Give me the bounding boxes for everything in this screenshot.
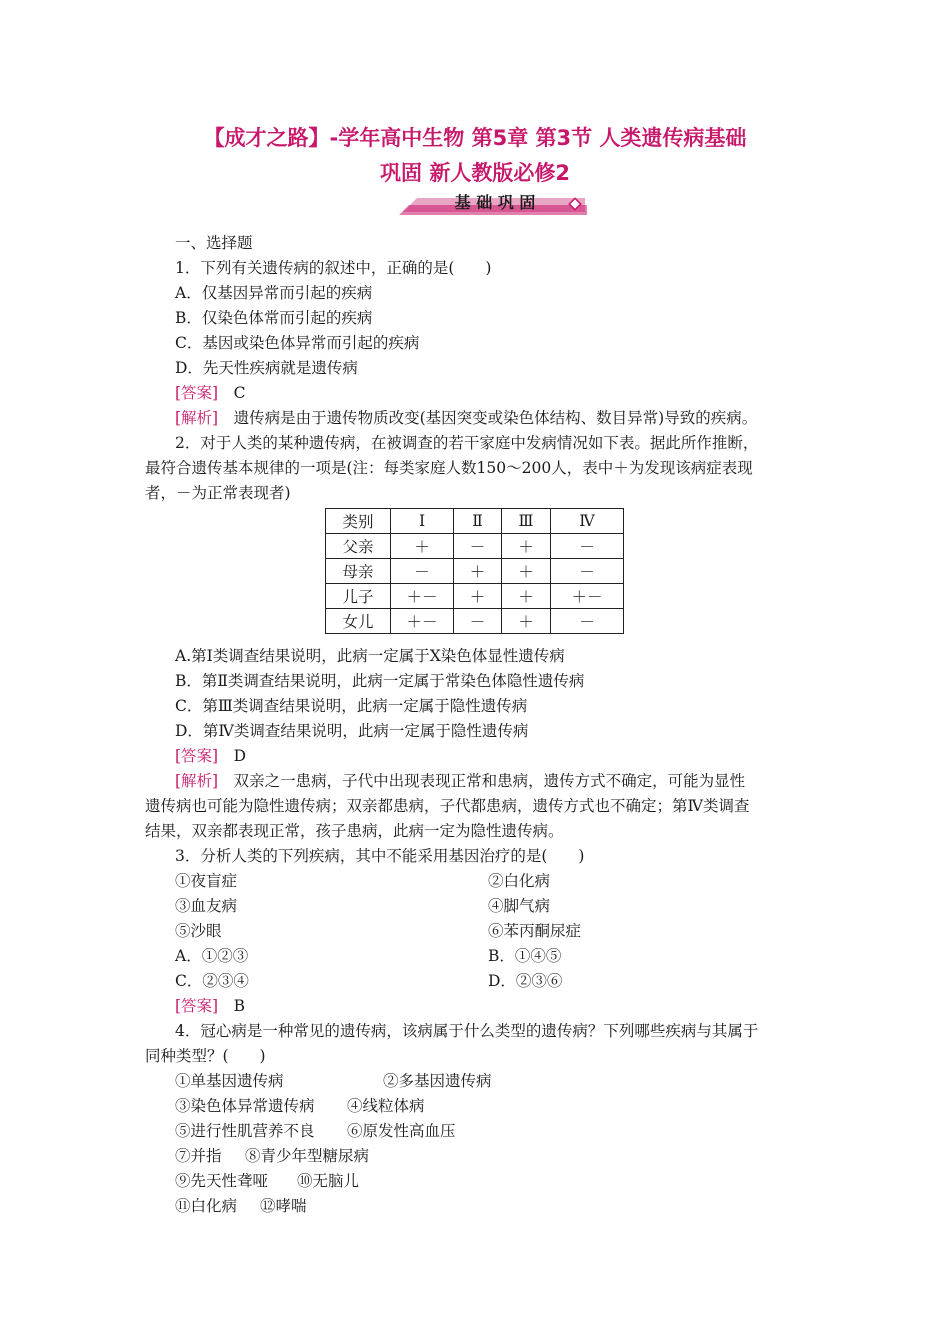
table-cell: 父亲 [326, 534, 391, 559]
q1-option-a: A．仅基因异常而引起的疾病 [175, 284, 373, 302]
doc-title-line1: 【成才之路】-学年高中生物 第5章 第3节 人类遗传病基础 [203, 126, 747, 150]
table-cell: ＋ [391, 534, 454, 559]
answer-value: B [233, 997, 246, 1015]
table-row [326, 584, 624, 609]
table-cell: ＋ [454, 559, 502, 584]
analysis-tag: [解析] [175, 409, 219, 427]
q4-item: ④线粒体病 [347, 1097, 425, 1115]
q3-item: ④脚气病 [488, 897, 551, 915]
table-cell: － [551, 559, 624, 584]
answer-tag: [答案] [175, 384, 219, 402]
q4-item: ⑪白化病 [175, 1197, 238, 1215]
q3-item: ⑥苯丙酮尿症 [488, 922, 582, 940]
q3-item: ③血友病 [175, 897, 238, 915]
table-cell: ＋ [454, 584, 502, 609]
q1-option-b: B．仅染色体常而引起的疾病 [175, 309, 373, 327]
q2-option-a: A.第Ⅰ类调查结果说明，此病一定属于X染色体显性遗传病 [175, 647, 565, 665]
q1-answer [175, 383, 246, 403]
q2-analysis-line3: 结果，双亲都表现正常，孩子患病，此病一定为隐性遗传病。 [145, 822, 564, 840]
q2-analysis-line1 [175, 771, 745, 791]
q3-answer [175, 996, 245, 1016]
q4-item: ⑤进行性肌营养不良 [175, 1122, 315, 1140]
table-cell: ＋ [502, 534, 551, 559]
q3-stem: 3．分析人类的下列疾病，其中不能采用基因治疗的是( ) [175, 847, 585, 865]
q2-stem-line2: 最符合遗传基本规律的一项是(注：每类家庭人数150～200人，表中＋为发现该病症表现 [145, 459, 753, 477]
q1-stem: 1．下列有关遗传病的叙述中，正确的是( ) [175, 259, 492, 277]
table-cell: ＋－ [551, 584, 624, 609]
q2-option-d: D．第Ⅳ类调查结果说明，此病一定属于隐性遗传病 [175, 722, 529, 740]
analysis-text: 双亲之一患病，子代中出现表现正常和患病，遗传方式不确定，可能为显性 [233, 772, 746, 790]
table-header-row [326, 509, 624, 534]
q1-option-c: C．基因或染色体异常而引起的疾病 [175, 334, 420, 352]
q3-item: ⑤沙眼 [175, 922, 222, 940]
header-cell: Ⅲ [502, 509, 551, 534]
table-cell: － [551, 534, 624, 559]
q2-stem-line1: 2．对于人类的某种遗传病，在被调查的若干家庭中发病情况如下表。据此所作推断， [175, 434, 759, 452]
analysis-text: 遗传病是由于遗传物质改变(基因突变或染色体结构、数目异常)导致的疾病。 [233, 409, 758, 427]
table-cell: 女儿 [326, 609, 391, 634]
q4-item: ⑥原发性高血压 [347, 1122, 456, 1140]
survey-table [325, 508, 624, 634]
q3-item: ②白化病 [488, 872, 551, 890]
analysis-tag: [解析] [175, 772, 219, 790]
q4-item: ⑦并指 [175, 1147, 222, 1165]
q2-stem-line3: 者，－为正常表现者) [145, 484, 291, 502]
q1-option-d: D．先天性疾病就是遗传病 [175, 359, 358, 377]
table-cell: ＋－ [391, 609, 454, 634]
section-heading: 一、选择题 [175, 234, 253, 252]
table-row [326, 534, 624, 559]
answer-value: D [233, 747, 247, 765]
header-cell: Ⅱ [454, 509, 502, 534]
table-cell: 母亲 [326, 559, 391, 584]
q3-option-c: C．②③④ [175, 972, 249, 990]
q4-item: ⑨先天性聋哑 [175, 1172, 269, 1190]
table-cell: ＋ [502, 559, 551, 584]
q4-item: ⑧青少年型糖尿病 [245, 1147, 370, 1165]
table-cell: 儿子 [326, 584, 391, 609]
q4-item: ⑩无脑儿 [297, 1172, 360, 1190]
q2-answer [175, 746, 246, 766]
answer-tag: [答案] [175, 747, 219, 765]
q3-item: ①夜盲症 [175, 872, 238, 890]
q4-item: ①单基因遗传病 [175, 1072, 284, 1090]
banner-shape [395, 190, 595, 218]
section-banner [395, 190, 595, 218]
q3-option-b: B．①④⑤ [488, 947, 562, 965]
answer-value: C [233, 384, 246, 402]
q2-option-b: B．第Ⅱ类调查结果说明，此病一定属于常染色体隐性遗传病 [175, 672, 585, 690]
table-cell: － [551, 609, 624, 634]
header-cell: 类别 [326, 509, 391, 534]
header-cell: Ⅰ [391, 509, 454, 534]
table-cell: － [454, 609, 502, 634]
table-row [326, 559, 624, 584]
table-cell: ＋－ [391, 584, 454, 609]
answer-tag: [答案] [175, 997, 219, 1015]
table-cell: － [391, 559, 454, 584]
doc-title-line2: 巩固 新人教版必修2 [380, 161, 570, 185]
q1-analysis [175, 408, 757, 428]
banner-text: 基 础 巩 固 [454, 193, 536, 212]
table-cell: ＋ [502, 584, 551, 609]
header-cell: Ⅳ [551, 509, 624, 534]
q4-item: ⑫哮喘 [260, 1197, 307, 1215]
q2-option-c: C．第Ⅲ类调查结果说明，此病一定属于隐性遗传病 [175, 697, 528, 715]
q2-analysis-line2: 遗传病也可能为隐性遗传病；双亲都患病，子代都患病，遗传方式也不确定；第Ⅳ类调查 [145, 797, 750, 815]
q3-option-d: D．②③⑥ [488, 972, 563, 990]
table-cell: － [454, 534, 502, 559]
q4-stem-line2: 同种类型？( ) [145, 1047, 266, 1065]
q3-option-a: A．①②③ [175, 947, 249, 965]
table-cell: ＋ [502, 609, 551, 634]
q4-item: ②多基因遗传病 [383, 1072, 492, 1090]
q4-item: ③染色体异常遗传病 [175, 1097, 315, 1115]
table-row [326, 609, 624, 634]
q4-stem-line1: 4．冠心病是一种常见的遗传病，该病属于什么类型的遗传病？下列哪些疾病与其属于 [175, 1022, 759, 1040]
